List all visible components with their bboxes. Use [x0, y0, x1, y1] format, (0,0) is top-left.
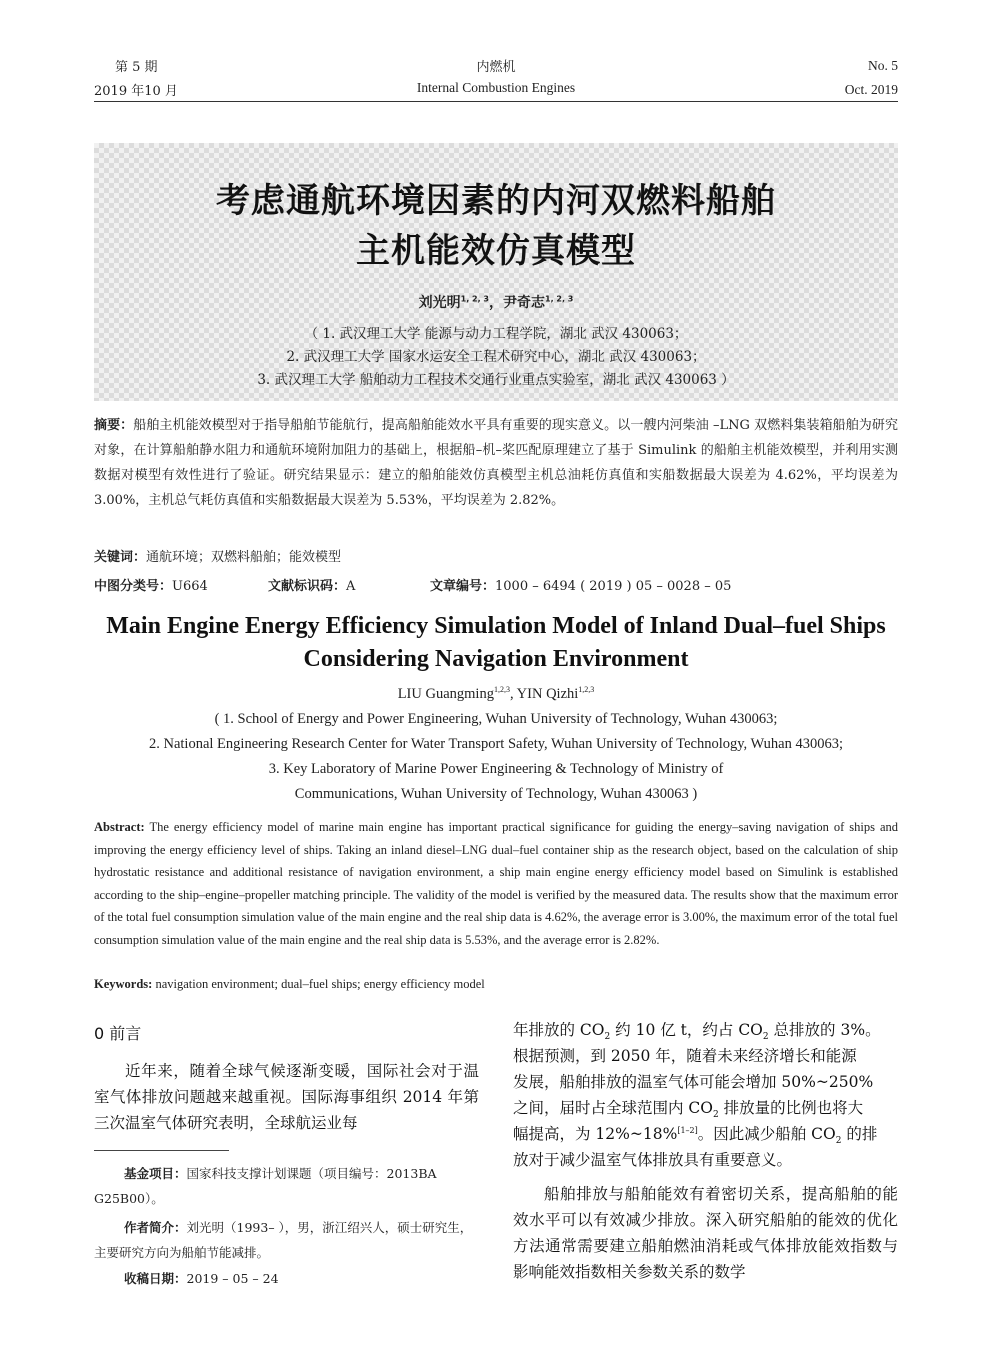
- author-en-2: YIN Qizhi: [516, 686, 579, 702]
- intro-paragraph-2: 船舶排放与船舶能效有着密切关系，提高船舶的能效水平可以有效减少排放。深入研究船舶的能效的优化方法通常需要建立船舶燃油消耗或气体排放能效指数与影响能效指数相关参数关系的数学: [513, 1185, 898, 1281]
- clc-label: 中图分类号：: [94, 579, 173, 594]
- author-cn-2-affil: 1, 2, 3: [545, 294, 574, 304]
- author-en-separator: ,: [509, 686, 517, 702]
- issue-number-cn: 第 5 期: [115, 60, 158, 75]
- keywords-cn: [94, 545, 898, 570]
- right-line-2: 根据预测，到 2050 年，随着未来经济增长和能源: [513, 1047, 857, 1065]
- document-code-value: A: [346, 579, 356, 594]
- abstract-cn: [94, 413, 898, 513]
- issue-date-en: Oct. 2019: [844, 82, 898, 97]
- footnote-fund-text: 国家科技支撑计划课题（项目编号：2013BA G25B00）。: [94, 1166, 437, 1206]
- issue-number-en: No. 5: [868, 58, 898, 73]
- title-en-line1: Main Engine Energy Efficiency Simulation Model of Inland Dual–fuel Ships: [106, 613, 886, 639]
- document-code: [268, 575, 355, 594]
- affiliation-en-4: Communications, Wuhan University of Technology, Wuhan 430063 ): [294, 786, 698, 802]
- author-cn-2: 尹奇志: [503, 295, 545, 311]
- keywords-cn-label: 关键词：: [94, 550, 147, 565]
- title-cn-line2: 主机能效仿真模型: [356, 231, 636, 271]
- keywords-en: [94, 973, 898, 996]
- footnote-fund-label: 基金项目：: [124, 1166, 187, 1181]
- author-en-2-affil: 1,2,3: [578, 685, 595, 695]
- keywords-en-text: navigation environment; dual–fuel ships; energy efficiency model: [155, 977, 485, 991]
- author-en-1-affil: 1,2,3: [493, 685, 510, 695]
- footnote-received-label: 收稿日期：: [124, 1271, 187, 1286]
- right-line-1: 年排放的 $CO_2$ 约 10 亿 t，约占 $CO_2$ 总排放的 3%。: [513, 1021, 881, 1043]
- article-number-label: 文章编号：: [430, 579, 496, 594]
- footnote-author-label: 作者简介：: [124, 1220, 187, 1235]
- author-cn-1: 刘光明: [418, 295, 461, 311]
- title-en-line2: Considering Navigation Environment: [303, 646, 689, 672]
- citation-1-2: [1–2]: [677, 1125, 698, 1135]
- title-cn-line1: 考虑通航环境因素的内河双燃料船舶: [216, 181, 776, 221]
- affiliation-cn-2: 2. 武汉理工大学 国家水运安全工程术研究中心，湖北 武汉 430063；: [286, 349, 706, 365]
- right-line-5: 幅提高，为 12%~18%[1–2]。因此减少船舶 $CO_2$ 的排: [513, 1125, 878, 1147]
- authors-en: [60, 686, 932, 703]
- keywords-cn-text: 通航环境；双燃料船舶；能效模型: [146, 550, 342, 565]
- abstract-en: [94, 816, 898, 951]
- right-line-6: 放对于减少温室气体排放具有重要意义。: [513, 1151, 793, 1169]
- abstract-cn-text: 船舶主机能效模型对于指导船舶节能航行，提高船舶能效水平具有重要的现实意义。以一艘内河柴油 –LNG 双燃料集装箱船舶为研究对象，在计算船舶静水阻力和通航环境附加阻力的基础上，根据船–机–桨匹配原理建立了基于 Simulink 的船舶主机能效模型，并利用实测数据对模型有效性进行了验证。研究结果显示：建立的船舶能效仿真模型主机总油耗仿真值和实船数据最大误差为 4.62%，平均误差为 3.00%，主机总气耗仿真值和实船数据最大误差为 5.53%，平均误差为 2.82%。: [94, 418, 898, 508]
- abstract-en-label: Abstract:: [94, 820, 145, 834]
- affiliation-en-2: 2. National Engineering Research Center for Water Transport Safety, Wuhan University of Technology, Wuhan 430063;: [149, 736, 843, 752]
- intro-paragraph-1-continued: [513, 1017, 898, 1173]
- footnote-author: [94, 1215, 479, 1265]
- affiliation-en-3: 3. Key Laboratory of Marine Power Engineering & Technology of Ministry of: [268, 761, 724, 777]
- intro-paragraph-1: 近年来，随着全球气候逐渐变暖，国际社会对于温室气体排放问题越来越重视。国际海事组织 2014 年第三次温室气体研究表明，全球航运业每: [94, 1062, 479, 1132]
- keywords-en-label: Keywords:: [94, 977, 153, 991]
- issue-date-cn: 2019 年10 月: [94, 84, 178, 99]
- article-number: [430, 575, 731, 594]
- affiliation-cn-3: 3. 武汉理工大学 船舶动力工程技术交通行业重点实验室，湖北 武汉 430063 ）: [257, 372, 735, 388]
- section-heading-introduction: 0 前言: [94, 1024, 142, 1043]
- document-code-label: 文献标识码：: [268, 579, 347, 594]
- journal-name-cn: 内燃机: [476, 60, 516, 75]
- author-cn-1-affil: 1, 2, 3: [460, 294, 489, 304]
- abstract-en-text: The energy efficiency model of marine main engine has important practical significance for guiding the energy–saving navigation of ships and improving the energy efficiency level of ships. Taking an inland diesel–LNG dual–fuel container ship as the research object, based on the calculation of ship hydrostatic resistance and additional resistance of navigation environment, a ship main engine energy efficiency model based on Simulink is established according to the ship–engine–propeller matching principle. The validity of the model is verified by the measured data. The results show that the maximum error of the total fuel consumption simulation value of the main engine and the real ship data is 4.62%, the average error is 3.00%, the maximum error of the total fuel consumption simulation value of the main engine and the real ship data is 5.53%, and the average error is 2.82%.: [94, 820, 898, 947]
- footnote-author-text: 刘光明（1993– ），男，浙江绍兴人，硕士研究生，主要研究方向为船舶节能减排。: [94, 1220, 473, 1260]
- journal-name-en: Internal Combustion Engines: [416, 80, 576, 95]
- footnote-rule: [94, 1150, 229, 1151]
- footnote-received: [94, 1266, 479, 1291]
- abstract-cn-label: 摘要：: [94, 418, 134, 433]
- affiliation-cn-1: （ 1. 武汉理工大学 能源与动力工程学院，湖北 武汉 430063；: [304, 326, 688, 342]
- footnote-fund: [94, 1161, 479, 1211]
- title-block: [94, 143, 898, 401]
- author-separator: ，: [489, 295, 503, 311]
- clc-value: U664: [172, 579, 208, 594]
- affiliation-en-1: ( 1. School of Energy and Power Engineering, Wuhan University of Technology, Wuhan 430063;: [214, 711, 778, 727]
- right-line-3: 发展，船舶排放的温室气体可能会增加 50%~250%: [513, 1073, 874, 1091]
- article-number-value: 1000 – 6494 ( 2019 ) 05 – 0028 – 05: [495, 579, 732, 594]
- author-en-1: LIU Guangming: [397, 686, 494, 702]
- authors-cn: [94, 292, 898, 312]
- header-rule: [94, 101, 898, 102]
- right-line-4: 之间，届时占全球范围内 $CO_2$ 排放量的比例也将大: [513, 1099, 864, 1121]
- footnote-received-text: 2019 – 05 – 24: [186, 1271, 279, 1286]
- clc-number: [94, 575, 208, 594]
